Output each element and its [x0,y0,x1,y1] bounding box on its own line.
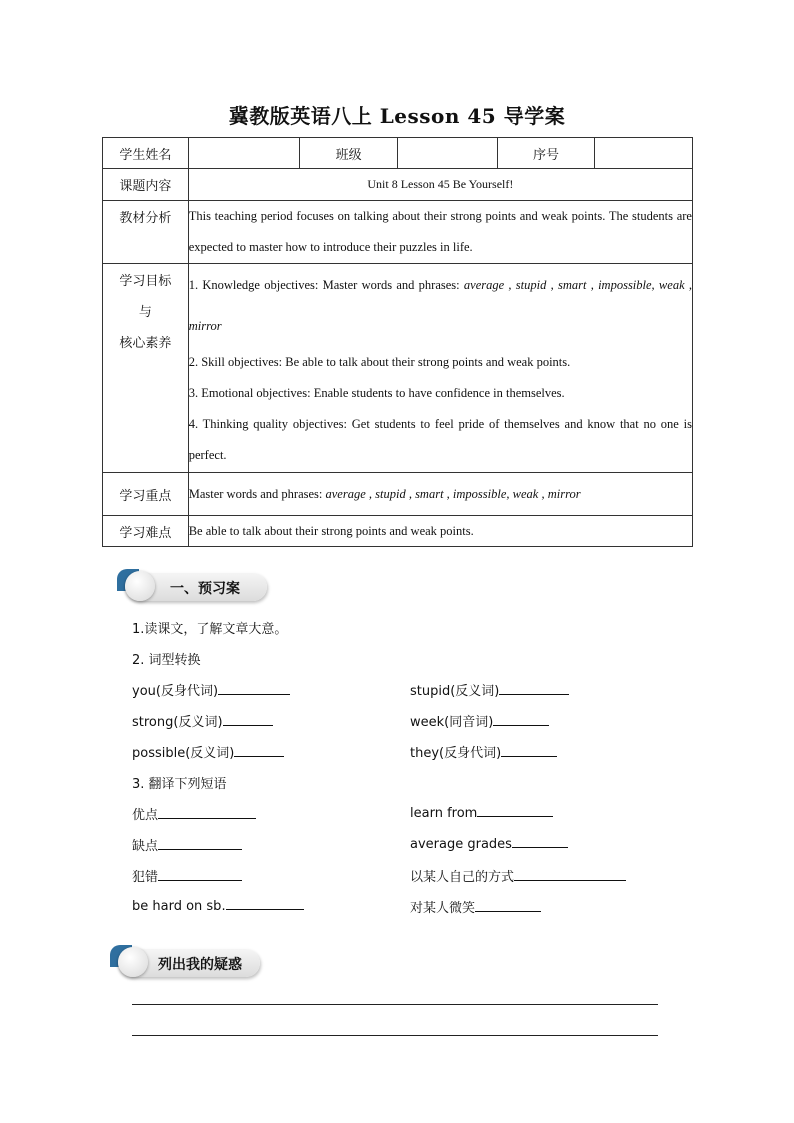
answer-blank[interactable] [223,713,273,726]
list-item [132,711,273,730]
section-label: 列出我的疑惑 [158,957,242,973]
prompt-text: week(同音词) [410,715,494,730]
key-prefix: Master words and phrases: [188,486,326,501]
goals-label-line: 与 [138,305,152,320]
goal-2: 2. Skill objectives: Be able to talk about their strong points and weak points. [188,355,571,369]
table-row [103,169,693,201]
difficulty-text: Be able to talk about their strong points and weak points. [188,516,692,547]
answer-blank[interactable] [514,868,626,881]
section-label: 一、预习案 [170,581,240,597]
goal-1-prefix: 1. Knowledge objectives: Master words and phrases: [188,278,464,292]
class-label: 班级 [300,138,398,169]
answer-line[interactable] [132,1004,658,1005]
info-table [102,137,693,547]
answer-blank[interactable] [477,804,553,817]
goals-text [188,264,692,473]
item-read-text: 1.读课文，了解文章大意。 [132,622,288,637]
answer-blank[interactable] [158,868,242,881]
list-item [132,835,242,854]
key-points-label: 学习重点 [103,473,189,516]
answer-blank[interactable] [234,744,284,757]
section-bar [118,949,260,977]
prompt-text: strong(反义词) [132,715,223,730]
answer-blank[interactable] [512,835,568,848]
list-item [132,680,290,699]
student-name-field[interactable] [188,138,300,169]
circle-icon [125,571,155,601]
list-item [410,804,553,821]
prompt-text: you(反身代词) [132,684,219,699]
table-row [103,264,693,473]
circle-icon [118,947,148,977]
list-item [132,804,256,823]
list-item [410,835,568,852]
list-item [410,897,541,916]
answer-blank[interactable] [158,837,242,850]
goals-label-line: 学习目标 [119,274,172,289]
table-row [103,138,693,169]
list-item [410,680,569,699]
topic-label: 课题内容 [103,169,189,201]
prompt-text: be hard on sb. [132,899,226,914]
seat-field[interactable] [595,138,693,169]
goals-label [103,264,189,473]
table-row [103,516,693,547]
page-title: 冀教版英语八上 Lesson 45 导学案 [228,104,566,128]
list-item [410,711,549,730]
topic-value: Unit 8 Lesson 45 Be Yourself! [188,169,692,201]
prompt-text: 对某人微笑 [410,901,476,916]
item-word-forms: 2. 词型转换 [132,653,201,668]
answer-blank[interactable] [501,744,557,757]
seat-label: 序号 [497,138,595,169]
list-item [132,866,242,885]
goal-1 [189,265,692,347]
section-bar [125,573,267,601]
list-item [410,742,557,761]
prompt-text: average grades [410,837,512,852]
key-points-text [188,473,692,516]
goal-3: 3. Emotional objectives: Enable students to have confidence in themselves. [188,386,565,400]
answer-blank[interactable] [226,897,304,910]
answer-blank[interactable] [158,806,256,819]
list-item [410,866,626,885]
answer-blank[interactable] [499,682,569,695]
prompt-text: learn from [410,806,478,821]
class-field[interactable] [398,138,498,169]
prompt-text: 优点 [132,808,159,823]
answer-line[interactable] [132,1035,658,1036]
section-heading-preview [117,569,277,605]
prompt-text: they(反身代词) [410,746,502,761]
table-row [103,473,693,516]
goal-1-words: average , stupid , smart , impossible, weak , mirror [188,278,692,333]
prompt-text: possible(反义词) [132,746,235,761]
analysis-text: This teaching period focuses on talking about their strong points and weak points. The students are expected to master how to introduce their puzzles in life. [188,201,692,264]
analysis-label: 教材分析 [103,201,189,264]
table-row [103,201,693,264]
difficulty-label: 学习难点 [103,516,189,547]
item-translate: 3. 翻译下列短语 [132,777,227,792]
prompt-text: stupid(反义词) [410,684,500,699]
prompt-text: 缺点 [132,839,159,854]
goal-4: 4. Thinking quality objectives: Get students to feel pride of themselves and know that no one is perfect. [188,417,692,462]
prompt-text: 以某人自己的方式 [410,870,515,885]
list-item [132,742,284,761]
student-name-label: 学生姓名 [103,138,189,169]
answer-blank[interactable] [493,713,549,726]
answer-blank[interactable] [218,682,290,695]
key-words: average , stupid , smart , impossible, weak , mirror [325,486,581,501]
list-item [132,897,304,914]
goals-label-line: 核心素养 [119,336,172,351]
section-heading-questions [110,945,270,981]
answer-blank[interactable] [475,899,541,912]
prompt-text: 犯错 [132,870,159,885]
